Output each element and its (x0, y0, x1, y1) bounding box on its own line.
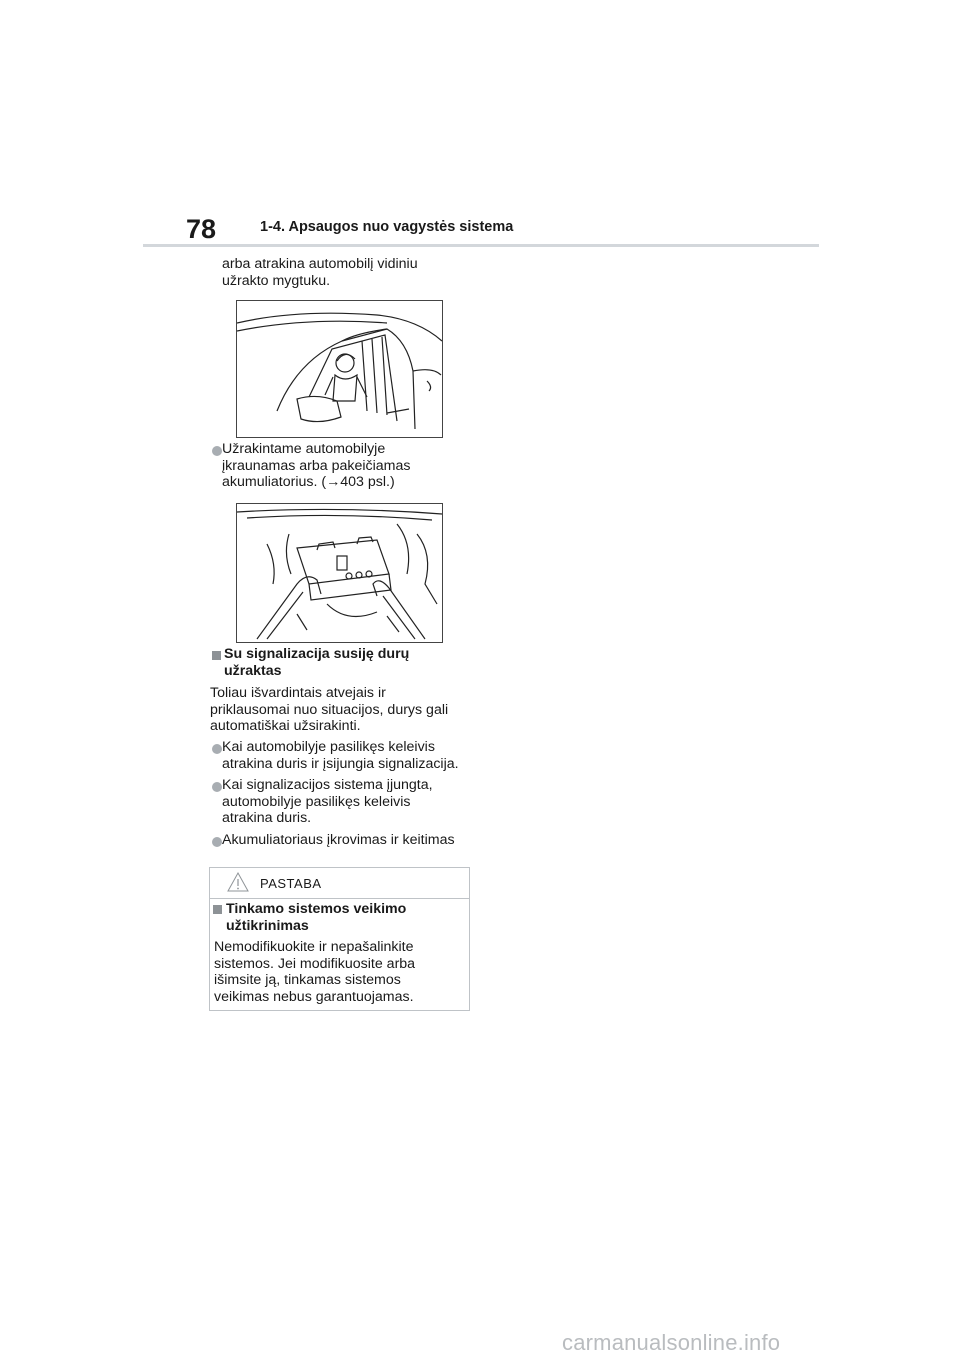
bullet-line: Kai automobilyje pasilikęs keleivis (222, 739, 435, 755)
bullet-line: Akumuliatoriaus įkrovimas ir keitimas (222, 832, 455, 848)
bullet-dot (212, 446, 222, 456)
bullet-dot (212, 782, 222, 792)
intro-line: arba atrakina automobilį vidiniu (222, 256, 418, 272)
caution-heading-line: užtikrinimas (226, 917, 309, 934)
section-square-icon (212, 651, 221, 660)
warning-triangle-icon (227, 871, 249, 898)
bullet-line: atrakina duris. (222, 810, 312, 826)
header-divider (143, 244, 819, 247)
battery-illustration (236, 503, 443, 643)
bullet-line: Kai signalizacijos sistema įjungta, (222, 777, 433, 793)
caution-heading-line: Tinkamo sistemos veikimo (226, 901, 407, 917)
caution-body-line: Nemodifikuokite ir nepašalinkite (214, 939, 414, 955)
body-line: Toliau išvardintais atvejais ir (210, 685, 386, 701)
list-item (222, 832, 484, 849)
bullet-line: įkraunamas arba pakeičiamas (222, 457, 411, 474)
page-number: 78 (186, 214, 217, 244)
heading-line: Su signalizacija susiję durų (224, 646, 410, 662)
intro-text (222, 256, 484, 289)
intro-line: užrakto mygtuku. (222, 272, 331, 289)
bullet-line: Užrakintame automobilyje (222, 441, 386, 457)
watermark: carmanualsonline.info (562, 1330, 781, 1355)
bullet-dot (212, 744, 222, 754)
caution-box (209, 867, 470, 1011)
caution-body-line: veikimas nebus garantuojamas. (214, 988, 414, 1005)
bullet-line: automobilyje pasilikęs keleivis (222, 793, 411, 810)
heading-line: užraktas (224, 662, 282, 679)
car-door-illustration (236, 300, 443, 438)
section-heading (224, 646, 486, 679)
bullet-charging-text (222, 441, 484, 491)
body-line: automatiškai užsirakinti. (210, 718, 361, 734)
list-item (222, 777, 484, 827)
caution-body-line: sistemos. Jei modifikuosite arba (214, 955, 416, 972)
caution-title: PASTABA (260, 876, 322, 891)
caution-header (210, 868, 469, 899)
body-line: priklausomai nuo situacijos, durys gali (210, 701, 449, 718)
caution-square-icon (213, 905, 222, 914)
bullet-line: akumuliatorius. (→403 psl.) (222, 474, 395, 490)
caution-body (214, 939, 464, 1005)
section-title: 1-4. Apsaugos nuo vagystės sistema (260, 219, 514, 235)
bullet-dot (212, 837, 222, 847)
section-body (210, 685, 472, 735)
list-item (222, 739, 484, 772)
caution-heading (226, 901, 466, 934)
caution-body-line: išimsite ją, tinkamas sistemos (214, 972, 401, 988)
bullet-line: atrakina duris ir įsijungia signalizacija. (222, 755, 459, 772)
